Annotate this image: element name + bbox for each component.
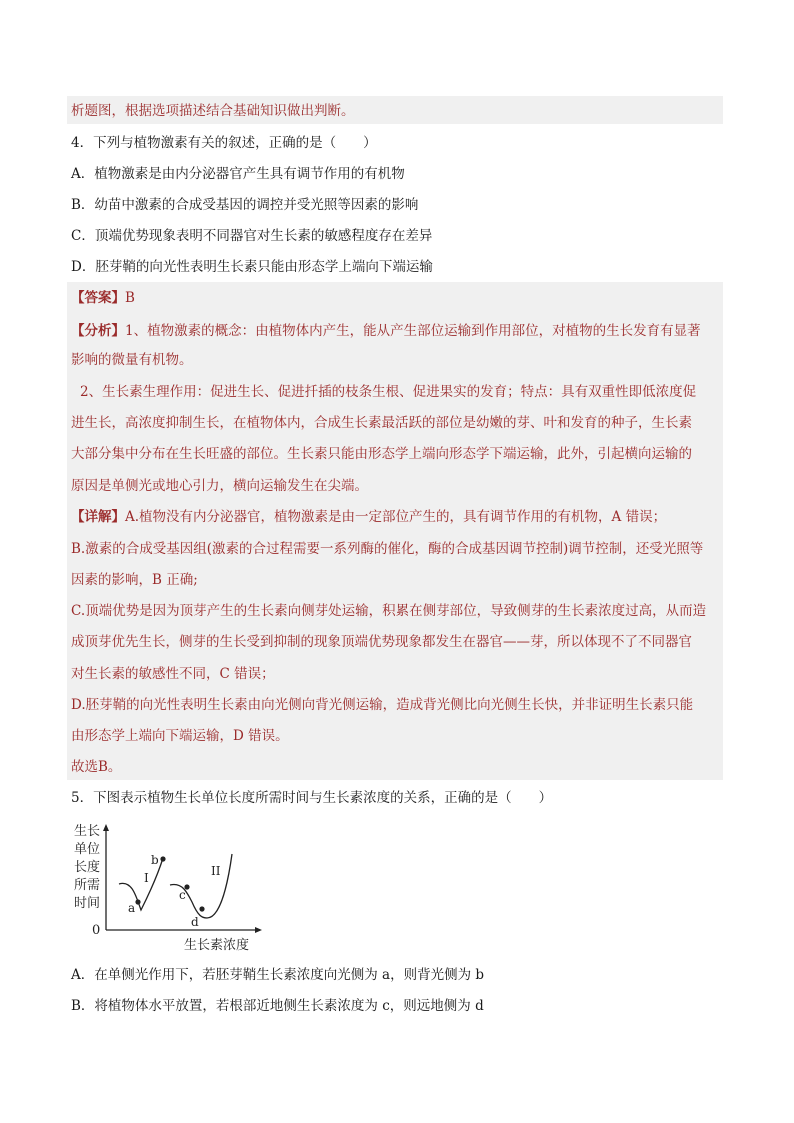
analysis-tag: 【分析】 bbox=[71, 323, 125, 339]
label-a: a bbox=[128, 901, 136, 915]
q4-analysis-line-1 bbox=[71, 321, 701, 341]
detail-text: A.植物没有内分泌器官，植物激素是由一定部位产生的，具有调节作用的有机物，A 错误； bbox=[125, 509, 667, 525]
q5-option-b: B．将植物体水平放置，若根部近地侧生长素浓度为 c，则远地侧为 d bbox=[71, 998, 484, 1014]
point-a bbox=[135, 899, 140, 904]
q4-detail-line-5: 成顶芽优先生长，侧芽的生长受到抑制的现象顶端优势现象都发生在器官——芽，所以体现不了不同器官 bbox=[71, 634, 692, 650]
q4-analysis-line-6: 原因是单侧光或地心引力，横向运输发生在尖端。 bbox=[71, 478, 368, 494]
x-axis-label: 生长素浓度 bbox=[184, 938, 250, 953]
q4-stem: 4．下列与植物激素有关的叙述，正确的是（ ） bbox=[71, 135, 377, 151]
q4-answer bbox=[71, 288, 135, 308]
q4-detail-line-7: D.胚芽鞘的向光性表明生长素由向光侧向背光侧运输，造成背光侧比向光侧生长快，并非证明生长素只能 bbox=[71, 697, 694, 713]
origin-label: 0 bbox=[92, 923, 101, 938]
label-curve-i: I bbox=[144, 871, 149, 885]
q4-option-d: D．胚芽鞘的向光性表明生长素只能由形态学上端向下端运输 bbox=[71, 259, 433, 275]
q4-detail-line-3: 因素的影响，B 正确; bbox=[71, 572, 198, 588]
q4-detail-line-1 bbox=[71, 507, 666, 527]
q5-stem: 5．下图表示植物生长单位长度所需时间与生长素浓度的关系，正确的是（ ） bbox=[71, 790, 553, 806]
label-curve-ii: II bbox=[211, 864, 221, 878]
q4-analysis-line-2: 影响的微量有机物。 bbox=[71, 352, 193, 368]
q4-option-b: B．幼苗中激素的合成受基因的调控并受光照等因素的影响 bbox=[71, 197, 419, 213]
y-label-line-3: 长度 bbox=[74, 860, 101, 875]
q4-detail-line-4: C.顶端优势是因为顶芽产生的生长素向侧芽处运输，积累在侧芽部位，导致侧芽的生长素浓度过高，从而造 bbox=[71, 603, 707, 619]
y-axis-arrow bbox=[103, 824, 109, 831]
q4-detail-line-6: 对生长素的敏感性不同，C 错误； bbox=[71, 666, 275, 682]
q4-option-a: A．植物激素是由内分泌器官产生具有调节作用的有机物 bbox=[71, 166, 405, 182]
q4-analysis-line-3: 2、生长素生理作用：促进生长、促进扦插的枝条生根、促进果实的发育；特点：具有双重性即低浓度促 bbox=[80, 384, 697, 400]
label-c: c bbox=[179, 888, 186, 902]
label-b: b bbox=[151, 853, 159, 867]
detail-tag: 【详解】 bbox=[71, 509, 125, 525]
q5-figure bbox=[74, 822, 274, 954]
top-analysis-text: 析题图，根据选项描述结合基础知识做出判断。 bbox=[71, 103, 355, 119]
y-label-line-4: 所需 bbox=[74, 878, 101, 893]
q4-detail-line-8: 由形态学上端向下端运输，D 错误。 bbox=[71, 728, 289, 744]
x-axis-arrow bbox=[255, 927, 262, 933]
answer-tag: 【答案】 bbox=[71, 290, 125, 306]
point-b bbox=[160, 856, 165, 861]
auxin-response-diagram bbox=[74, 822, 274, 954]
q4-detail-line-2: B.激素的合成受基因组(激素的合过程需要一系列酶的催化，酶的合成基因调节控制)调节控制，还受光照等 bbox=[71, 541, 704, 557]
q4-analysis-line-5: 大部分集中分布在生长旺盛的部位。生长素只能由形态学上端向形态学下端运输，此外，引起横向运输的 bbox=[71, 446, 692, 462]
q4-detail-line-9: 故选B。 bbox=[71, 759, 122, 775]
q4-analysis-line-4: 进生长，高浓度抑制生长，在植物体内，合成生长素最活跃的部位是幼嫩的芽、叶和发育的种子，生长素 bbox=[71, 415, 692, 431]
answer-value: B bbox=[125, 290, 135, 306]
y-label-line-1: 生长 bbox=[74, 824, 101, 839]
analysis-text: 1、植物激素的概念：由植物体内产生，能从产生部位运输到作用部位，对植物的生长发育有显著 bbox=[125, 323, 701, 339]
y-label-line-5: 时间 bbox=[74, 896, 101, 911]
point-d bbox=[199, 906, 204, 911]
y-label-line-2: 单位 bbox=[74, 842, 101, 857]
q4-option-c: C．顶端优势现象表明不同器官对生长素的敏感程度存在差异 bbox=[71, 228, 433, 244]
q5-option-a: A．在单侧光作用下，若胚芽鞘生长素浓度向光侧为 a，则背光侧为 b bbox=[71, 967, 485, 983]
label-d: d bbox=[191, 915, 199, 929]
